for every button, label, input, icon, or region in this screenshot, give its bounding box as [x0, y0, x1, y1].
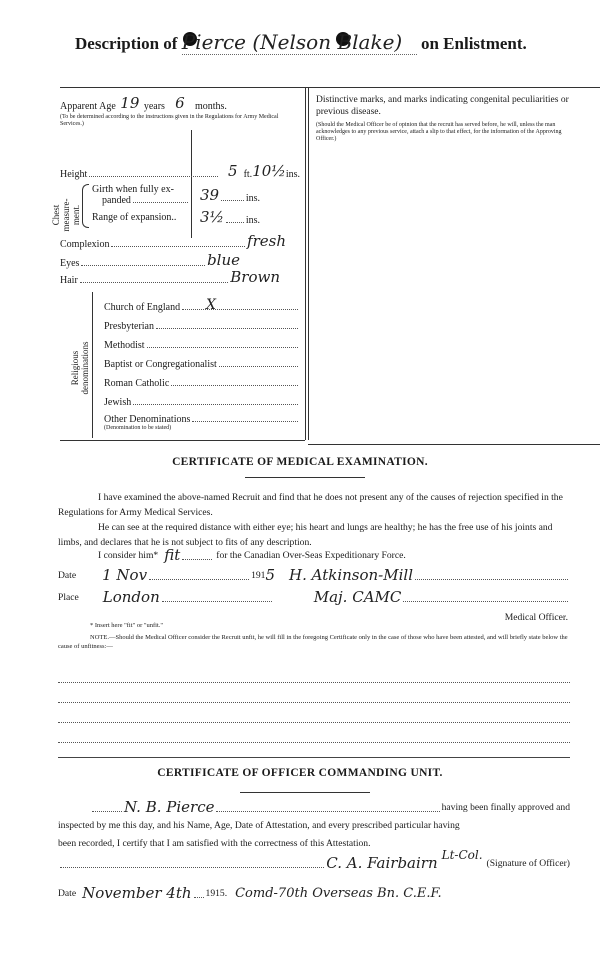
- date-label: Date: [58, 570, 77, 581]
- recruit-name-handwritten: Pierce (Nelson Blake): [182, 30, 417, 55]
- fitness-row: I consider him* fit for the Canadian Over-Seas Expeditionary Force.: [98, 546, 406, 564]
- religion-item: Church of England X: [104, 294, 300, 313]
- height-row: [60, 162, 300, 180]
- officer-signature: C. A. Fairbairn: [326, 854, 438, 872]
- physical-description: [60, 94, 300, 128]
- ins-label: ins.: [285, 169, 300, 180]
- eyes-row: [60, 251, 300, 269]
- unfitness-line: [58, 742, 570, 743]
- religion-brace: [92, 292, 93, 438]
- religion-group-label: Religious denominations: [70, 341, 90, 395]
- officer-text-3: been recorded, I certify that I am satisfied with the correctness of this Attestation.: [58, 838, 371, 849]
- officer-recruit-name: N. B. Pierce: [124, 798, 215, 816]
- officer-date-row: [58, 886, 578, 901]
- medical-certificate-title: CERTIFICATE OF MEDICAL EXAMINATION.: [172, 456, 428, 468]
- religion-item: Presbyterian: [104, 313, 300, 332]
- officer-rank: Lt-Col.: [441, 848, 483, 862]
- officer-date-label: Date: [58, 888, 77, 899]
- medical-place-value: London: [102, 588, 160, 606]
- officer-signature-row: [58, 848, 570, 872]
- medical-date-row: Date 1 Nov 191 5 H. Atkinson-Mill: [58, 568, 570, 583]
- officer-recruit-row: N. B. Pierce having been finally approved and: [90, 800, 570, 815]
- unfitness-line: [58, 682, 570, 683]
- chest-brace: [82, 184, 89, 228]
- officer-certificate-title: CERTIFICATE OF OFFICER COMMANDING UNIT.: [157, 767, 443, 779]
- age-months-value: 6: [175, 94, 185, 112]
- religion-item: Roman Catholic: [104, 370, 300, 389]
- girth-value-row: 39 ins.: [200, 186, 260, 204]
- unfitness-line: [58, 722, 570, 723]
- column-divider: [305, 88, 306, 440]
- medical-officer-signature-1: H. Atkinson-Mill: [289, 566, 413, 584]
- medical-year-value: 5: [265, 566, 276, 584]
- months-label: months.: [194, 101, 227, 112]
- apparent-age-row: [60, 94, 300, 112]
- religion-item: Methodist: [104, 332, 300, 351]
- range-value: 3½: [200, 208, 225, 226]
- officer-unit: Comd-70th Overseas Bn. C.E.F.: [235, 886, 442, 901]
- ft-label: ft.: [243, 169, 253, 180]
- religion-item: Baptist or Congregationalist: [104, 351, 300, 370]
- years-label: years: [143, 101, 165, 112]
- officer-text-2: inspected by me this day, and his Name, Age, Date of Attestation, and every prescribed particular having: [58, 820, 460, 831]
- distinctive-note: (Should the Medical Officer be of opinion that the recruit has served before, he will, unless the man acknowledges to any previous service, attach a slip to that effect, for the information of the Approving Officer.): [316, 122, 562, 142]
- title-prefix: Description of: [75, 34, 178, 53]
- range-label: Range of expansion..: [92, 212, 177, 223]
- column-divider-double: [308, 88, 309, 440]
- eyes-label: Eyes: [60, 258, 80, 269]
- fitness-value: fit: [164, 546, 181, 564]
- age-note: (To be determined according to the instructions given in the Regulations for Army Medical Services.): [60, 114, 279, 127]
- religion-group: [68, 300, 92, 440]
- page-title: [75, 30, 527, 55]
- medical-date-value: 1 Nov: [102, 566, 148, 584]
- medical-paragraph-2: He can see at the required distance with either eye; his heart and lungs are healthy; he has the free use of his joints and limbs, and declares that he is not subject to fits of any description.: [58, 522, 553, 548]
- divider-top: [60, 87, 600, 88]
- height-ins-value: 10½: [252, 162, 286, 180]
- unfitness-note: NOTE.—Should the Medical Officer consider the Recruit unfit, he will fill in the foregoing Certificate only in the case of those who have been attested, and will briefly state below the cause of unfitness:—: [58, 634, 568, 650]
- hair-row: [60, 268, 300, 286]
- officer-year: 1915.: [205, 888, 228, 899]
- medical-officer-label: Medical Officer.: [504, 612, 568, 623]
- range-value-row: 3½ ins.: [200, 208, 260, 226]
- religion-mark: X: [206, 297, 216, 313]
- girth-label: Girth when fully ex- panded: [92, 184, 190, 206]
- age-years-value: 19: [120, 94, 140, 112]
- medical-place-row: [58, 590, 570, 605]
- other-denomination-note: (Denomination to be stated): [104, 425, 172, 431]
- complexion-row: [60, 232, 300, 250]
- title-suffix: on Enlistment.: [420, 34, 527, 53]
- girth-value: 39: [200, 186, 220, 204]
- officer-date-value: November 4th: [82, 884, 192, 902]
- medical-paragraph-1: I have examined the above-named Recruit and find that he does not present any of the causes of rejection specified in the Regulations for Army Medical Services.: [58, 492, 563, 518]
- height-ft-value: 5: [228, 162, 238, 180]
- place-label: Place: [58, 592, 79, 603]
- religion-list: [104, 294, 300, 432]
- unfitness-line: [58, 702, 570, 703]
- religion-item: Other Denominations: [104, 408, 300, 425]
- apparent-age-label: Apparent Age: [60, 101, 116, 112]
- religion-item: Jewish: [104, 389, 300, 408]
- signature-label: (Signature of Officer): [486, 858, 570, 869]
- measurement-divider: [191, 130, 192, 238]
- distinctive-heading: Distinctive marks, and marks indicating congenital peculiarities or previous disease.: [316, 95, 569, 117]
- fit-footnote: * Insert here "fit" or "unfit.": [90, 622, 164, 629]
- complexion-label: Complexion: [60, 239, 110, 250]
- complexion-value: fresh: [247, 232, 286, 250]
- hair-value: Brown: [230, 268, 280, 286]
- eyes-value: blue: [207, 251, 240, 269]
- distinctive-marks: [316, 94, 578, 143]
- height-label: Height: [60, 169, 88, 180]
- hair-label: Hair: [60, 275, 78, 286]
- chest-measurement-group: Chest measure-ment.: [51, 198, 81, 232]
- medical-officer-signature-2: Maj. CAMC: [313, 588, 402, 606]
